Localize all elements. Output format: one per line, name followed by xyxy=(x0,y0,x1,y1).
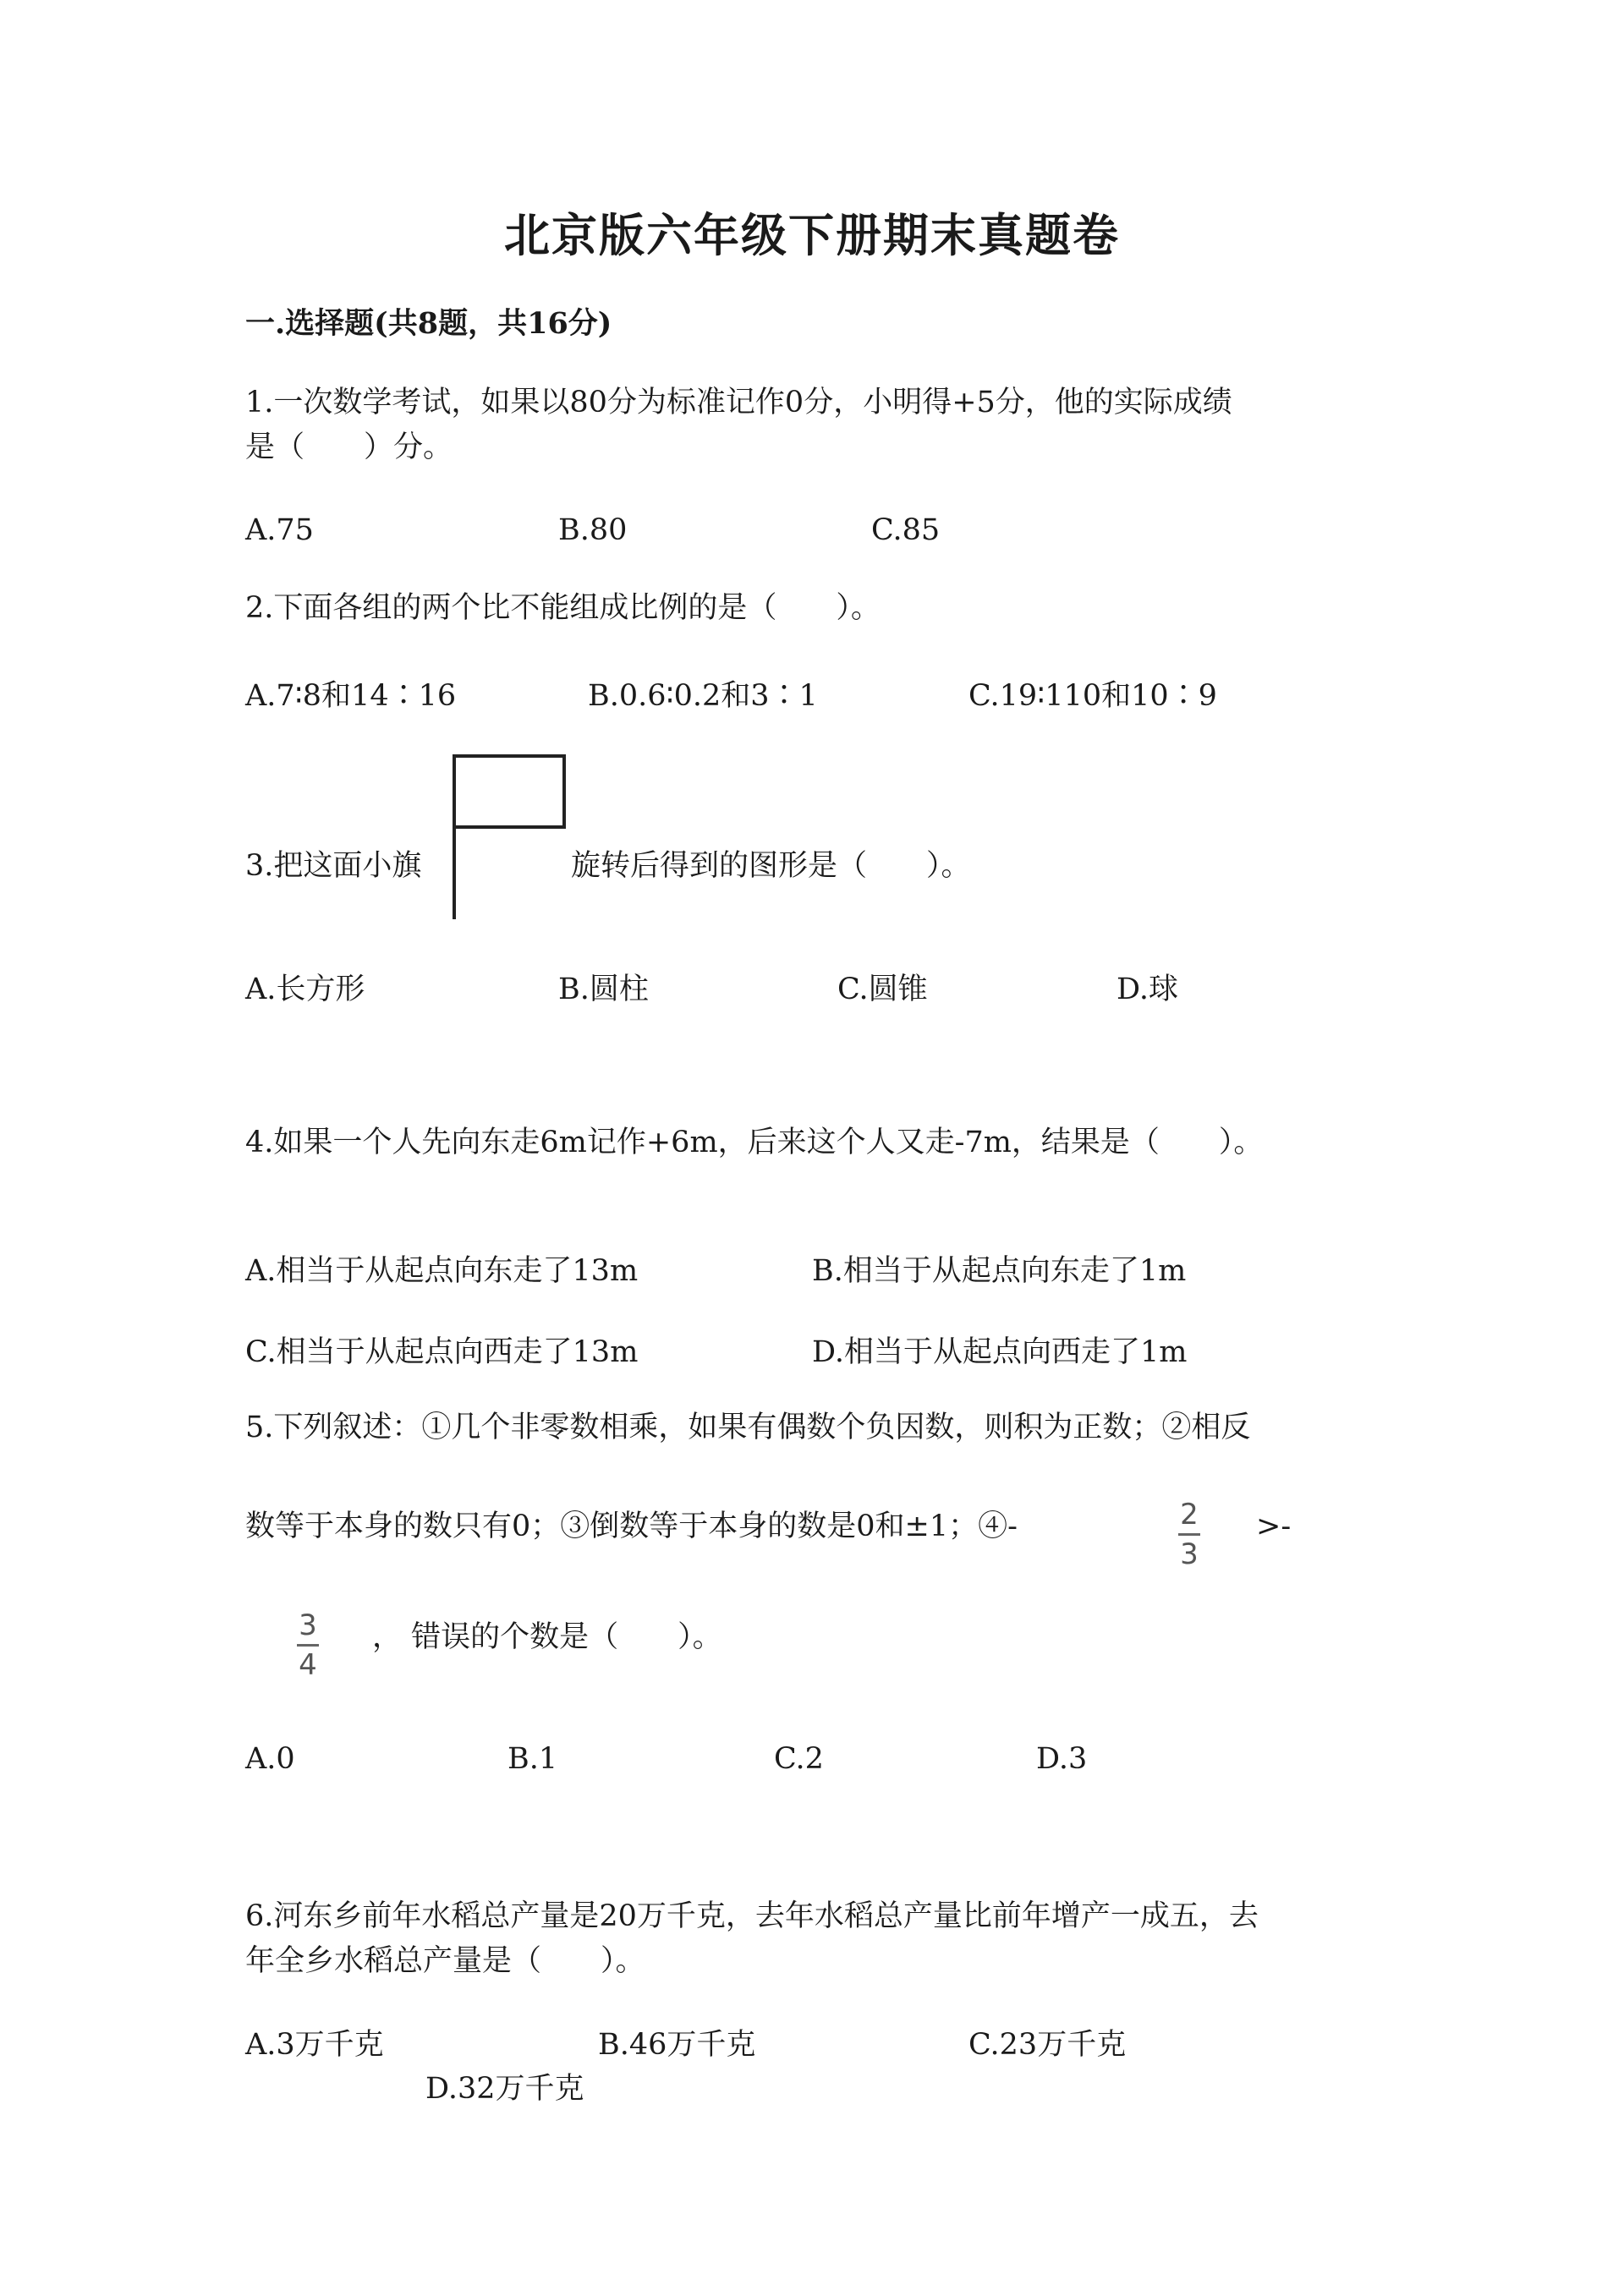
q3-option-d: D.球 xyxy=(1116,973,1178,1006)
q2-option-b: B.0.6∶0.2和3∶1 xyxy=(588,679,818,713)
q6-option-b: B.46万千克 xyxy=(598,2028,756,2062)
q4-option-c: C.相当于从起点向西走了13m xyxy=(245,1335,639,1369)
question-2-text: 2.下面各组的两个比不能组成比例的是（ ）。 xyxy=(245,591,881,625)
q2-option-a: A.7∶8和14∶16 xyxy=(245,679,457,713)
q3-option-c: C.圆锥 xyxy=(837,973,928,1006)
fraction-numerator: 3 xyxy=(299,1608,317,1642)
q6-option-a: A.3万千克 xyxy=(245,2028,384,2062)
q3-option-b: B.圆柱 xyxy=(558,973,649,1006)
question-5-line-3: ， 错误的个数是（ ）。 xyxy=(372,1620,722,1654)
q1-option-a: A.75 xyxy=(245,513,314,547)
fraction-three-quarters xyxy=(297,1609,319,1681)
q2-option-c: C.19∶110和10∶9 xyxy=(968,679,1217,713)
question-1-line-1: 1.一次数学考试，如果以80分为标准记作0分，小明得+5分，他的实际成绩 xyxy=(245,386,1232,419)
question-5-line-2a: 数等于本身的数只有0；③倒数等于本身的数是0和±1；④- xyxy=(245,1510,1018,1543)
question-6-line-2: 年全乡水稻总产量是（ ）。 xyxy=(245,1944,645,1978)
q4-option-d: D.相当于从起点向西走了1m xyxy=(812,1335,1188,1369)
q5-option-d: D.3 xyxy=(1036,1742,1088,1776)
q1-option-c: C.85 xyxy=(871,513,941,547)
question-4-text: 4.如果一个人先向东走6m记作+6m，后来这个人又走-7m，结果是（ ）。 xyxy=(245,1126,1264,1159)
section-heading: 一.选择题(共8题，共16分) xyxy=(245,306,612,341)
q5-option-b: B.1 xyxy=(508,1742,558,1776)
fraction-bar xyxy=(1178,1533,1200,1536)
fraction-denominator: 3 xyxy=(1180,1537,1199,1571)
page-title: 北京版六年级下册期末真题卷 xyxy=(504,208,1120,262)
question-5-line-1: 5.下列叙述：①几个非零数相乘，如果有偶数个负因数，则积为正数；②相反 xyxy=(245,1411,1251,1444)
q6-option-d: D.32万千克 xyxy=(425,2072,584,2106)
flag-figure xyxy=(450,754,568,923)
question-3-text-before: 3.把这面小旗 xyxy=(245,849,422,883)
q6-option-c: C.23万千克 xyxy=(968,2028,1127,2062)
q3-option-a: A.长方形 xyxy=(245,973,365,1006)
question-1-line-2: 是（ ）分。 xyxy=(245,430,453,464)
q1-option-b: B.80 xyxy=(558,513,628,547)
question-3-text-after: 旋转后得到的图形是（ ）。 xyxy=(571,849,971,883)
flag-cloth xyxy=(454,756,564,827)
fraction-denominator: 4 xyxy=(299,1648,317,1682)
question-5-line-2b: >- xyxy=(1256,1510,1292,1543)
fraction-numerator: 2 xyxy=(1180,1498,1199,1532)
question-6-line-1: 6.河东乡前年水稻总产量是20万千克，去年水稻总产量比前年增产一成五，去 xyxy=(245,1899,1259,1933)
q4-option-a: A.相当于从起点向东走了13m xyxy=(245,1254,639,1288)
q4-option-b: B.相当于从起点向东走了1m xyxy=(812,1254,1187,1288)
q5-option-a: A.0 xyxy=(245,1742,295,1776)
fraction-bar xyxy=(297,1644,319,1647)
fraction-two-thirds xyxy=(1178,1499,1200,1570)
q5-option-c: C.2 xyxy=(774,1742,824,1776)
